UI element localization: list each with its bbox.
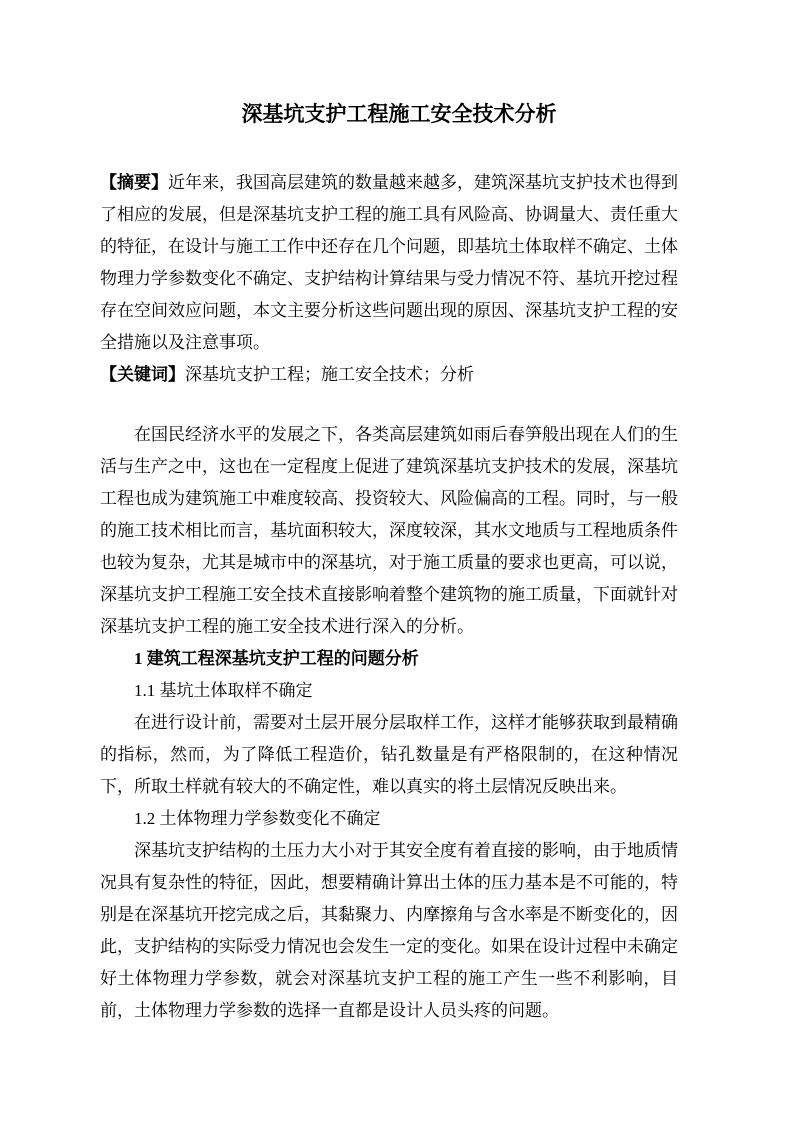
- abstract-label: 【摘要】: [100, 173, 168, 192]
- abstract-paragraph: [100, 167, 678, 359]
- subsection-1-1-paragraph: 在进行设计前，需要对土层开展分层取样工作，这样才能够获取到最精确的指标，然而，为了降低工程造价，钻孔数量是有严格限制的，在这种情况下，所取土样就有较大的不确定性，难以真实的将土层情况反映出来。: [100, 713, 678, 796]
- document-title: 深基坑支护工程施工安全技术分析: [241, 102, 557, 126]
- subsection-1-1-heading: 1.1 基坑土体取样不确定: [134, 681, 313, 700]
- keywords-label: 【关键词】: [100, 365, 185, 384]
- abstract-text: 近年来，我国高层建筑的数量越来越多，建筑深基坑支护技术也得到了相应的发展，但是深基坑支护工程的施工具有风险高、协调量大、责任重大的特征，在设计与施工工作中还存在几个问题，即基坑土体取样不确定、土体物理力学参数变化不确定、支护结构计算结果与受力情况不符、基坑开挖过程存在空间效应问题，本文主要分析这些问题出现的原因、深基坑支护工程的安全措施以及注意事项。: [100, 173, 678, 352]
- keywords-paragraph: [100, 359, 678, 391]
- keywords-text: 深基坑支护工程；施工安全技术；分析: [185, 365, 474, 384]
- intro-paragraph: 在国民经济水平的发展之下，各类高层建筑如雨后春笋般出现在人们的生活与生产之中，这也在一定程度上促进了建筑深基坑支护技术的发展，深基坑工程也成为建筑施工中难度较高、投资较大、风险偏高的工程。同时，与一般的施工技术相比而言，基坑面积较大，深度较深，其水文地质与工程地质条件也较为复杂，尤其是城市中的深基坑，对于施工质量的要求也更高，可以说，深基坑支护工程施工安全技术直接影响着整个建筑物的施工质量，下面就针对深基坑支护工程的施工安全技术进行深入的分析。: [100, 425, 678, 636]
- subsection-1-2-heading: 1.2 土体物理力学参数变化不确定: [134, 809, 381, 828]
- subsection-1-2-paragraph: 深基坑支护结构的土压力大小对于其安全度有着直接的影响，由于地质情况具有复杂性的特征，因此，想要精确计算出土体的压力基本是不可能的，特别是在深基坑开挖完成之后，其黏聚力、内摩擦角与含水率是不断变化的，因此，支护结构的实际受力情况也会发生一定的变化。如果在设计过程中未确定好土体物理力学参数，就会对深基坑支护工程的施工产生一些不利影响，目前，土体物理力学参数的选择一直都是设计人员头疼的问题。: [100, 841, 678, 1020]
- section-1-heading: 1 建筑工程深基坑支护工程的问题分析: [134, 649, 419, 668]
